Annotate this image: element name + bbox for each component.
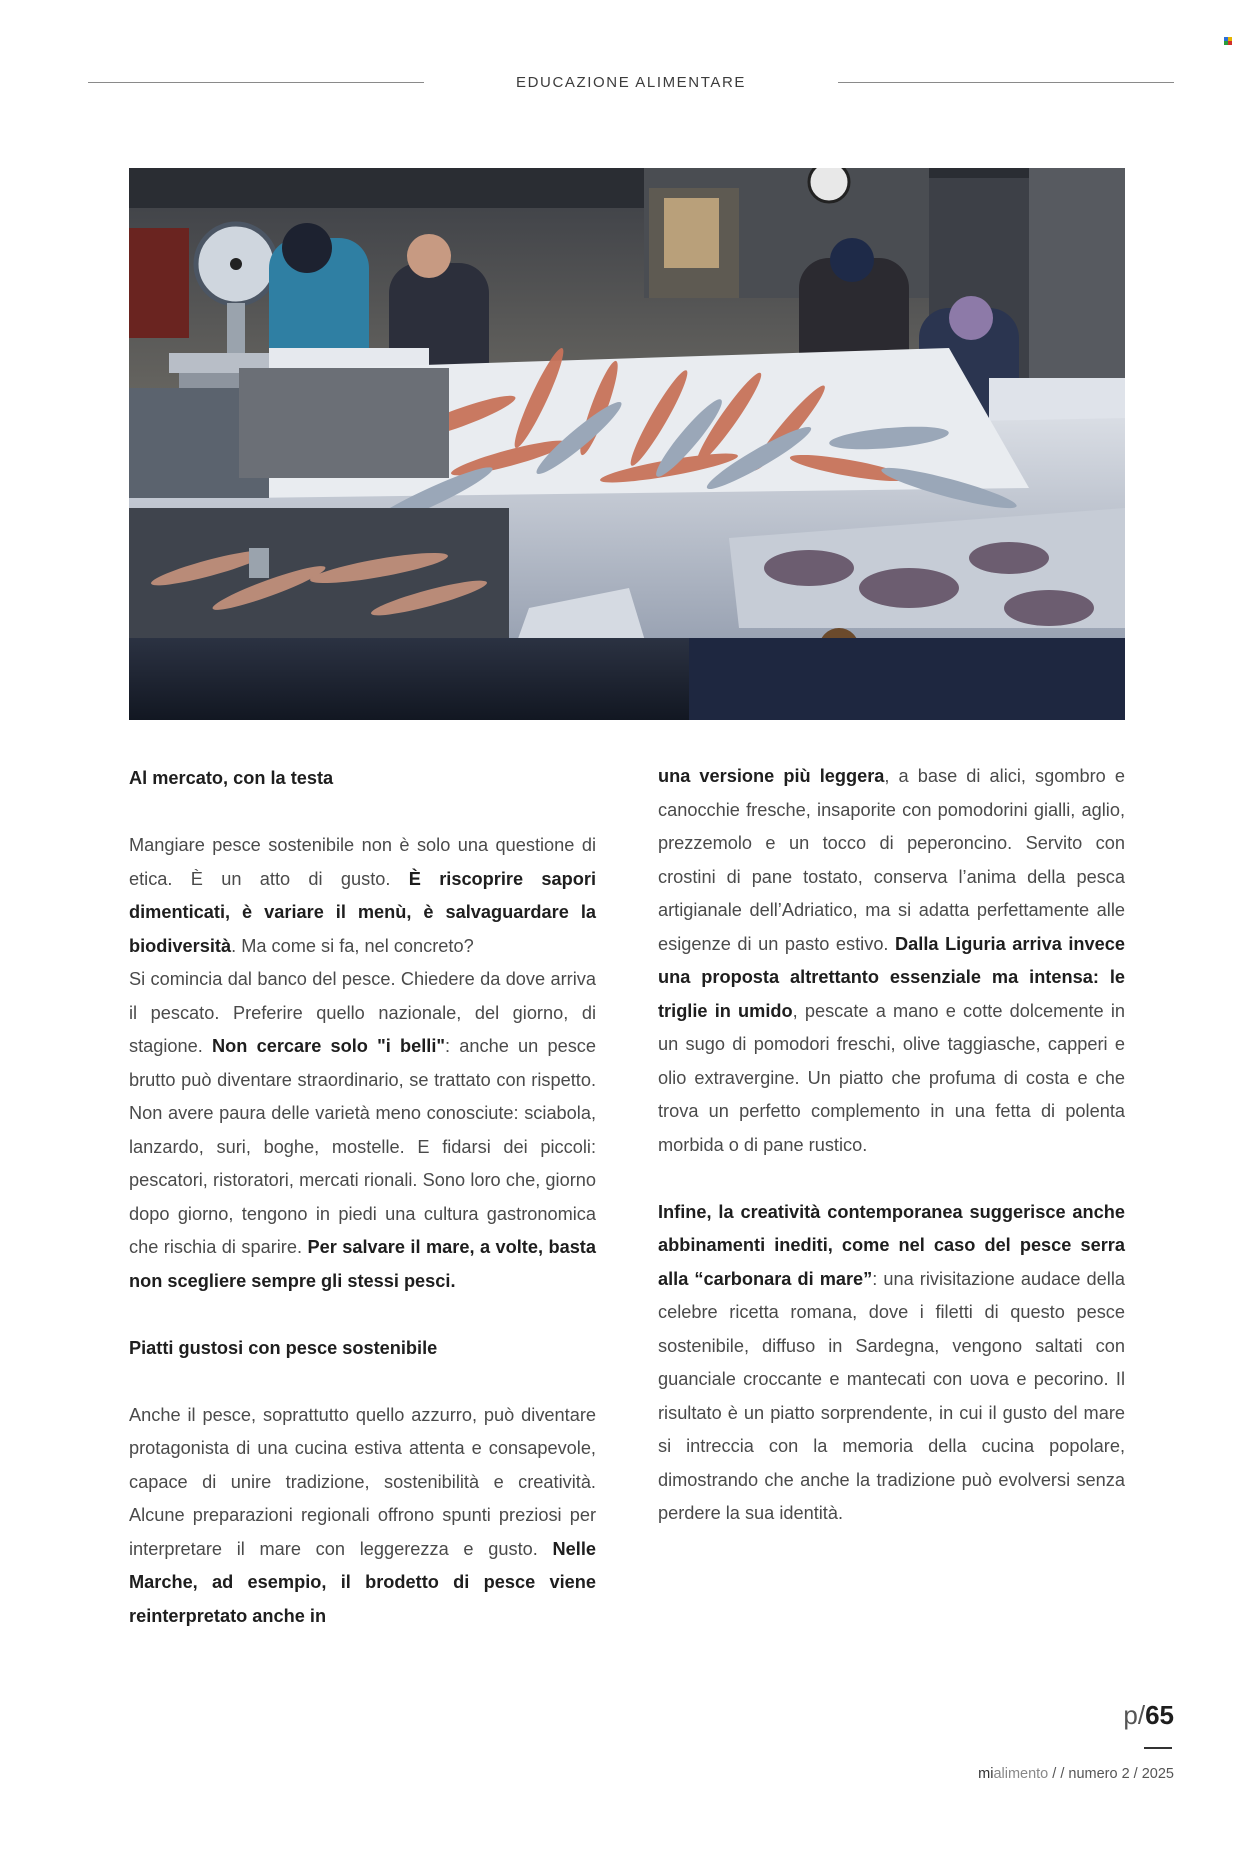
text-run: Anche il pesce, soprattutto quello azzurro, può diventare protagonista di una cucina estiva attenta e consapevole, capace di unire tradizione, sostenibilità e creatività. Alcune preparazioni regionali offrono spunti preziosi per interpretare il mare con leggerezza e gusto.	[129, 1404, 596, 1559]
paragraph-gap	[658, 1162, 1125, 1196]
issue-info: / / numero 2 / 2025	[1048, 1766, 1174, 1782]
bold-text-run: Per salvare il mare, a volte, basta non scegliere sempre gli stessi pesci.	[129, 1237, 596, 1291]
bold-text-run: Infine, la creatività contemporanea suggerisce anche abbinamenti inediti, come nel caso del pesce serra alla “carbonara di mare”	[658, 1201, 1125, 1289]
page-prefix: p/	[1123, 1700, 1146, 1730]
text-run: , pescate a mano e cotte dolcemente in un sugo di pomodori freschi, olive taggiasche, capperi e olio extravergine. Un piatto che profuma di costa e che trova un perfetto complemento in una fetta di polenta morbida o di pane rustico.	[658, 1000, 1125, 1155]
page-number-value: 65	[1145, 1700, 1174, 1730]
brand-mi: mi	[978, 1766, 994, 1782]
paragraph-marche-liguria	[658, 760, 1125, 1162]
heading-piatti-gustosi: Piatti gustosi con pesce sostenibile	[129, 1337, 438, 1358]
bold-text-run: Dalla Liguria arriva invece una proposta altrettanto essenziale ma intensa: le triglie in umido	[658, 933, 1125, 1021]
paragraph-intro	[129, 829, 596, 963]
page-number-underline	[1144, 1747, 1172, 1749]
text-run: : anche un pesce brutto può diventare straordinario, se trattato con rispetto. Non avere paura delle varietà meno conosciute: sciabola, lanzardo, suri, boghe, mostelle. E fidarsi dei piccoli: pescatori, ristoratori, mercati rionali. Sono loro che, giorno dopo giorno, tengono in piedi una cultura gastronomica che rischia di sparire.	[129, 1036, 597, 1257]
fish-market-illustration	[129, 168, 1125, 720]
text-run: Mangiare pesce sostenibile non è solo una questione di etica. È un atto di gusto.	[129, 835, 596, 889]
section-title: EDUCAZIONE ALIMENTARE	[515, 74, 747, 91]
bold-text-run: È riscoprire sapori dimenticati, è variare il menù, è salvaguardare la biodiversità	[129, 868, 596, 956]
brand-alimento: alimento	[993, 1766, 1049, 1782]
heading-al-mercato: Al mercato, con la testa	[129, 768, 334, 788]
bold-text-run: Nelle Marche, ad esempio, il brodetto di pesce viene reinterpretato anche in	[129, 1538, 596, 1626]
text-run: . Ma come si fa, nel concreto?	[231, 935, 474, 956]
page-number	[1123, 1700, 1174, 1731]
section-header	[88, 74, 1174, 94]
bold-text-run: una versione più leggera	[658, 766, 885, 786]
bold-text-run: Non cercare solo "i belli"	[212, 1036, 446, 1056]
paragraph-pesce-azzurro	[129, 1399, 596, 1634]
paragraph-banco	[129, 963, 596, 1298]
text-run: : una rivisitazione audace della celebre ricetta romana, dove i filetti di questo pesce sostenibile, diffuso in Sardegna, vengono saltati con guanciale croccante e mantecati con uova e pecorino. Il risultato è un piatto sorprendente, in cui il gusto del mare si intreccia con la memoria della cucina popolare, dimostrando che anche la tradizione può evolversi senza perdere la sua identità.	[658, 1268, 1125, 1523]
paragraph-gap	[129, 1298, 596, 1332]
paragraph-carbonara-di-mare	[658, 1196, 1125, 1531]
header-rule-right	[838, 82, 1174, 83]
corner-color-mark	[1224, 37, 1232, 45]
paragraph-gap	[129, 1365, 596, 1399]
magazine-issue	[978, 1766, 1174, 1782]
right-column	[658, 760, 1125, 1531]
text-run: Si comincia dal banco del pesce. Chiedere da dove arriva il pescato. Preferire quello nazionale, del giorno, di stagione.	[129, 969, 596, 1056]
text-run: , a base di alici, sgombro e canocchie fresche, insaporite con pomodorini gialli, aglio, prezzemolo e un tocco di peperoncino. Servito con crostini di pane tostato, conserva l’anima della pesca artigianale dell’Adriatico, ma si adatta perfettamente alle esigenze di un pasto estivo.	[658, 766, 1125, 954]
paragraph-gap	[129, 796, 596, 830]
left-column	[129, 762, 596, 1633]
fish-market-photo	[129, 168, 1125, 720]
